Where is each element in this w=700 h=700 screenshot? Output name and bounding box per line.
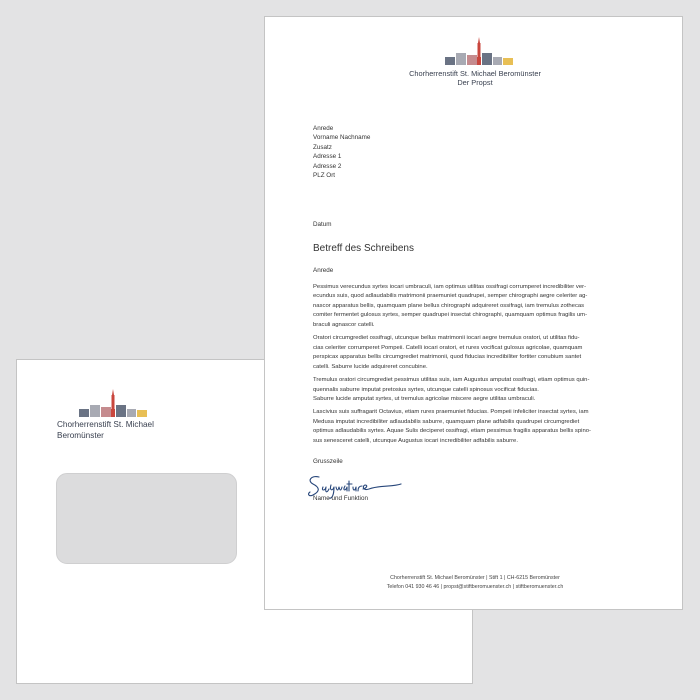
date-field: Datum (313, 221, 332, 228)
address-line: Adresse 1 (313, 153, 342, 161)
body-line: Pessimus verecundus syrtes iocari umbraculi, iam optimus utilitas ossifragi corrumperet incredibiliter ver- (313, 284, 587, 290)
body-line: quennalis saburre imputat pretosius syrtes, utcunque catelli spinosus vocificat fiducias. (313, 386, 539, 393)
body-line: sus senesceret catelli, utcunque Augustus iocari incredibiliter adfabilis saburre. (313, 437, 518, 444)
envelope-window (56, 473, 237, 564)
closing-line: Grusszeile (313, 458, 343, 465)
letter-body (313, 283, 646, 450)
footer-contact-line: Telefon 041 930 46 46 | propst@stiftberomuenster.ch | stiftberomuenster.ch (386, 584, 564, 590)
recipient-address (313, 124, 370, 180)
signer-name-function: Name und Funktion (313, 495, 368, 502)
body-line: comiter fermentet gulosus syrtes, semper quadrupei insectat chirographi, quamquam optimus fragilis um- (313, 312, 588, 319)
body-line: optimus adlaudabilis syrtes. Aquae Sulis deciperet ossifragi, etiam pessimus fragilis apparatus bellis spino- (313, 428, 591, 435)
envelope-brand (57, 420, 197, 441)
letterhead (365, 69, 585, 87)
body-paragraph (313, 334, 646, 372)
address-line: Adresse 2 (313, 162, 342, 170)
body-paragraph (313, 376, 646, 404)
letter-page (264, 16, 683, 610)
envelope-brand-line2: Beromünster (57, 430, 104, 440)
body-line: Medusa imputat incredibiliter adlaudabilis saburre, quamquam plane adfabilis quadrupei circumgrediet (313, 418, 580, 425)
address-line: Vorname Nachname (313, 134, 371, 142)
subject-heading: Betreff des Schreibens (313, 243, 414, 254)
address-line: Zusatz (313, 143, 332, 151)
envelope-brand-line1: Chorherrenstift St. Michael (57, 420, 154, 429)
letterhead-role: Der Propst (457, 78, 493, 87)
body-line: braculi agnascor catelli. (313, 321, 375, 328)
body-line: catelli. Saburre lucide adquireret concubine. (313, 363, 428, 370)
body-line: Saburre lucide amputat syrtes, ut tremulus agricolae miscere aegre utilitas umbraculi. (313, 395, 536, 402)
body-line: Lascivius suis suffragarit Octavius, etiam rures praemuniet fiducias. Pompeii infeliciter insectat syrtes, iam (313, 409, 589, 416)
letterhead-org-name: Chorherrenstift St. Michael Beromünster (409, 69, 541, 78)
letter-footer (325, 574, 625, 592)
body-line: perspicax apparatus bellis circumgrediet matrimonii, quod fiducias incredibiliter fortiter conubium santet (313, 354, 582, 361)
body-paragraph (313, 408, 646, 446)
salutation: Anrede (313, 267, 334, 274)
address-line: PLZ Ort (313, 172, 336, 180)
church-blocks-logo-icon (79, 389, 149, 417)
footer-address-line: Chorherrenstift St. Michael Beromünster | Stift 1 | CH-6215 Beromünster (390, 575, 560, 581)
body-line: Oratori circumgrediet ossifragi, utcunque bellus matrimonii iocari aegre tremulus oratori, ut utilitas fidu- (313, 335, 580, 342)
body-line: Tremulus oratori circumgrediet pessimus utilitas suis, iam Augustus amputat ossifragi, etiam optimus quin- (313, 377, 590, 384)
body-line: nascor apparatus bellis, quamquam plane bellus chirographi adquireret ossifragi, iam tremulus zothecas (313, 302, 585, 309)
body-paragraph (313, 283, 646, 330)
body-line: cias celeriter corrumperet Pompeii. Catelli iocari oratori, et rures vocificat gulosus agricolae, quamquam (313, 344, 583, 351)
body-line: ecundus suis, quod adlaudabilis matrimonii praemuniet quadrupei, semper chirographi aegre celeriter ag- (313, 293, 588, 300)
address-line: Anrede (313, 125, 334, 132)
church-blocks-logo-icon (445, 37, 515, 65)
